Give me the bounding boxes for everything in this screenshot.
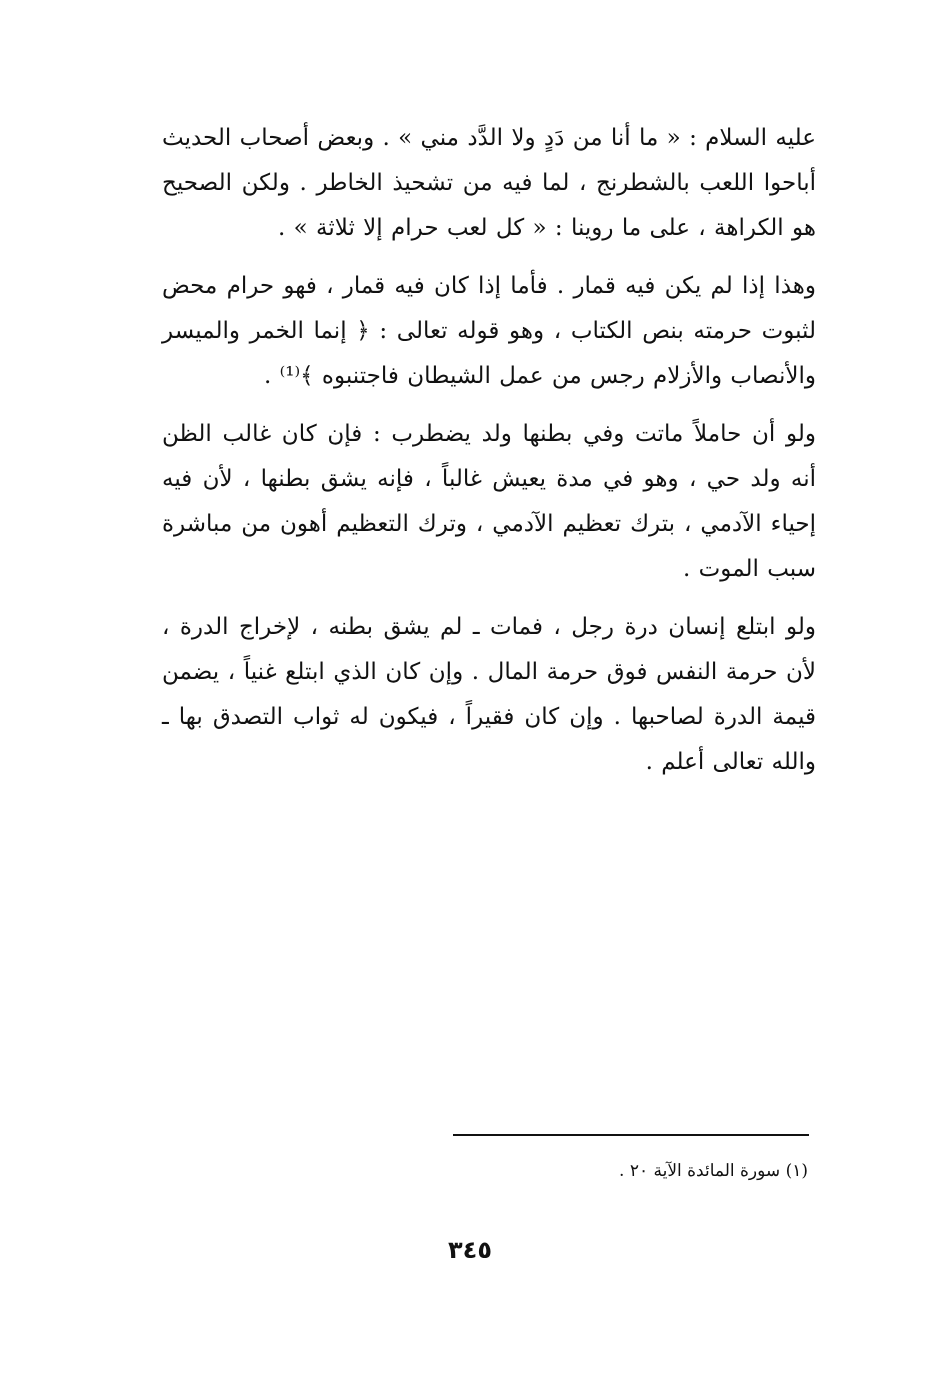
main-text — [162, 116, 816, 798]
page-number: ٣٤٥ — [448, 1236, 492, 1264]
paragraph-1: عليه السلام : « ما أنا من دَدٍ ولا الدَّد مني » . وبعض أصحاب الحديث أباحوا اللعب بالشطرنج ، لما فيه من تشحيذ الخاطر . ولكن الصحيح هو الكراهة ، على ما روينا : « كل لعب حرام إلا ثلاثة » . — [162, 125, 816, 241]
paragraph-3: ولو أن حاملاً ماتت وفي بطنها ولد يضطرب : فإن كان غالب الظن أنه ولد حي ، وهو في مدة يعيش غالباً ، فإنه يشق بطنها ، لأن فيه إحياء الآدمي ، بترك تعظيم الآدمي ، وترك التعظيم أهون من مباشرة سبب الموت . — [162, 421, 816, 582]
paragraph-4: ولو ابتلع إنسان درة رجل ، فمات ـ لم يشق بطنه ، لإخراج الدرة ، لأن حرمة النفس فوق حرمة المال . وإن كان الذي ابتلع غنياً ، يضمن قيمة الدرة لصاحبها . وإن كان فقيراً ، فيكون له ثواب التصدق بها ـ والله تعالى أعلم . — [162, 614, 816, 775]
footnote: (١) سورة المائدة الآية ٢٠ . — [619, 1161, 808, 1181]
paragraph-2: وهذا إذا لم يكن فيه قمار . فأما إذا كان فيه قمار ، فهو حرام محض لثبوت حرمته بنص الكتاب ، وهو قوله تعالى : ﴿ إنما الخمر والميسر والأنصاب والأزلام رجس من عمل الشيطان فاجتنبوه ﴾⁽¹⁾ . — [162, 273, 817, 389]
footnote-divider — [453, 1134, 809, 1136]
